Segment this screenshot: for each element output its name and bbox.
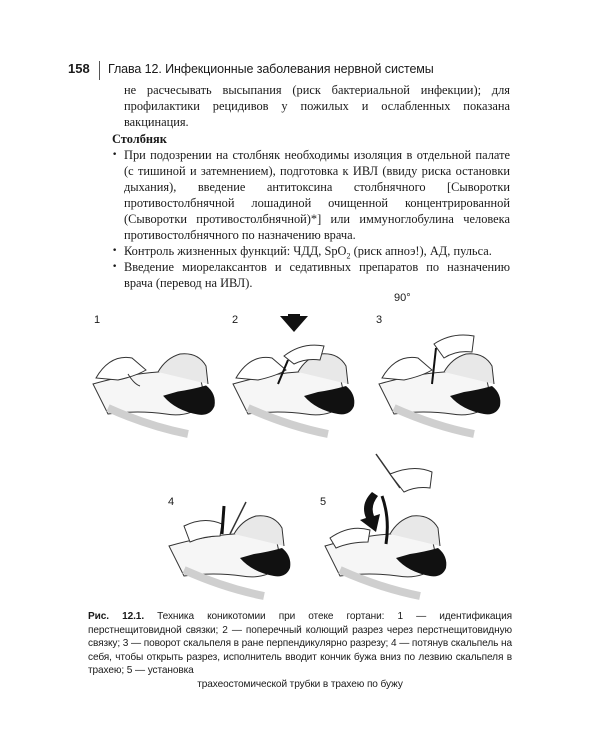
- arrow-down-icon: [280, 314, 308, 332]
- figure-caption: [88, 610, 512, 692]
- list-item-text: При подозрении на столбняк необходимы изоляция в отдельной палате (с тишиной и затемнением), подготовка к ИВЛ (ввиду риска остановки дыхания), введение антитоксина столбнячного [Сыворотки противостолбнячной лошадиной очищенной концентрированной (Сыворотки противостолбнячной)*] или иммуноглобулина человека противостолбнячного по назначению врача.: [124, 148, 510, 242]
- body-text: [112, 82, 510, 291]
- figure-panel-3: [374, 292, 504, 444]
- bullet-icon: •: [112, 246, 118, 256]
- caption-text: Техника коникотомии при отеке гортани: 1 — идентификация перстнещитовидной связки; 2 — поперечный колющий разрез через перстнещитовидную связку; 3 — поворот скальпеля в ране перпендикулярно разрезу; 4 — потянув скальпель на себя, чтобы открыть разрез, исполнитель вводит кончик бужа вниз по лезвию скальпеля в трахею; 5 — установка: [88, 611, 512, 677]
- curved-arrow-icon: [360, 492, 380, 532]
- head-neck-illustration: [374, 314, 504, 444]
- caption-last-line: трахеостомической трубки в трахею по бужу: [197, 678, 403, 690]
- figure-panel-4: [164, 476, 294, 606]
- bullet-icon: •: [112, 262, 118, 272]
- cricothyrotomy-figure: [88, 288, 518, 606]
- head-neck-illustration: [320, 448, 450, 606]
- panel-number: 2: [232, 314, 239, 326]
- scalpel-icon: [222, 506, 224, 534]
- figure-panel-5: [320, 448, 450, 578]
- head-neck-illustration: [88, 314, 218, 444]
- head-neck-illustration: [228, 314, 358, 444]
- panel-number: 1: [94, 314, 101, 326]
- header-divider: [99, 61, 100, 80]
- panel-number: 5: [320, 496, 327, 508]
- figure-label: Рис. 12.1.: [88, 611, 145, 622]
- panel-number: 4: [168, 496, 175, 508]
- head-neck-illustration: [164, 476, 294, 606]
- page-number: 158: [68, 61, 90, 76]
- panel-number: 3: [376, 314, 383, 326]
- continued-paragraph: не расчесывать высыпания (риск бактериальной инфекции); для профилактики рецидивов у пожилых и ослабленных показана вакцинация.: [124, 83, 510, 129]
- section-title: Столбняк: [112, 132, 167, 146]
- list-item: [112, 243, 510, 259]
- running-title: Глава 12. Инфекционные заболевания нервной системы: [108, 62, 434, 76]
- list-item: [112, 147, 510, 243]
- figure-panel-2: [228, 314, 358, 444]
- bullet-list: [112, 147, 510, 291]
- bullet-icon: •: [112, 150, 118, 160]
- list-item-text: Контроль жизненных функций: ЧДД, SpO$_2$ (риск апноэ!), АД, пульса.: [124, 244, 492, 261]
- list-item: [112, 259, 510, 291]
- figure-panel-1: [88, 314, 218, 444]
- rotation-label: 90°: [394, 292, 411, 304]
- page-header: [68, 61, 538, 83]
- list-item-text: Введение миорелаксантов и седативных препаратов по назначению врача (перевод на ИВЛ).: [124, 260, 510, 290]
